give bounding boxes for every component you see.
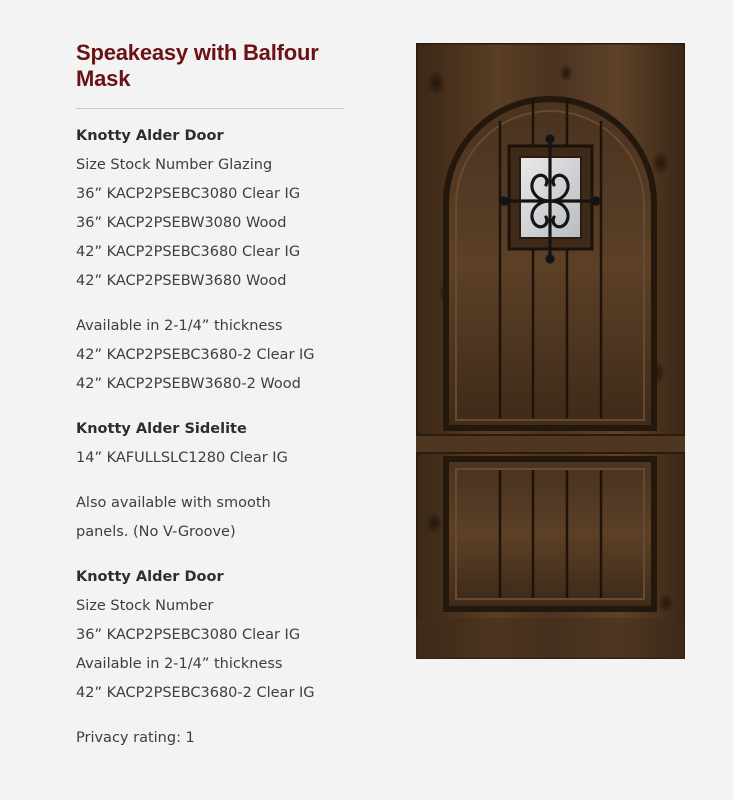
spec-line: 42” KACP2PSEBW3680 Wood xyxy=(76,273,287,289)
note-line: Also available with smooth xyxy=(76,495,271,511)
sidelite-section xyxy=(76,415,346,473)
product-title-line-1: Speakeasy with Balfour xyxy=(76,40,319,65)
spec-line: 42” KACP2PSEBC3680 Clear IG xyxy=(76,244,301,260)
spec-line: 36” KACP2PSEBC3080 Clear IG xyxy=(76,627,301,643)
door-specs-section xyxy=(76,122,346,296)
spec-line: 42” KACP2PSEBC3680-2 Clear IG xyxy=(76,685,315,701)
spec-line: 36” KACP2PSEBW3080 Wood xyxy=(76,215,287,231)
door-specs-section-2 xyxy=(76,563,346,708)
spec-line: 36” KACP2PSEBC3080 Clear IG xyxy=(76,186,301,202)
spec-line: 42” KACP2PSEBW3680-2 Wood xyxy=(76,376,301,392)
door-image xyxy=(416,43,685,659)
door-illustration xyxy=(416,43,685,659)
product-title-line-2: Mask xyxy=(76,66,131,91)
product-title xyxy=(76,40,346,92)
section-heading: Knotty Alder Door xyxy=(76,569,224,585)
spec-line: 42” KACP2PSEBC3680-2 Clear IG xyxy=(76,347,315,363)
spec-line: Size Stock Number Glazing xyxy=(76,157,273,173)
section-heading: Knotty Alder Sidelite xyxy=(76,421,247,437)
privacy-rating: Privacy rating: 1 xyxy=(76,730,195,746)
spec-line: 14” KAFULLSLC1280 Clear IG xyxy=(76,450,288,466)
note-line: panels. (No V-Groove) xyxy=(76,524,236,540)
smooth-panels-note xyxy=(76,489,346,547)
section-heading: Knotty Alder Door xyxy=(76,128,224,144)
spec-line: Available in 2-1/4” thickness xyxy=(76,656,283,672)
spec-line: Size Stock Number xyxy=(76,598,214,614)
product-details xyxy=(76,40,346,753)
thickness-section xyxy=(76,312,346,399)
lock-rail xyxy=(416,435,685,453)
spec-line: Available in 2-1/4” thickness xyxy=(76,318,283,334)
